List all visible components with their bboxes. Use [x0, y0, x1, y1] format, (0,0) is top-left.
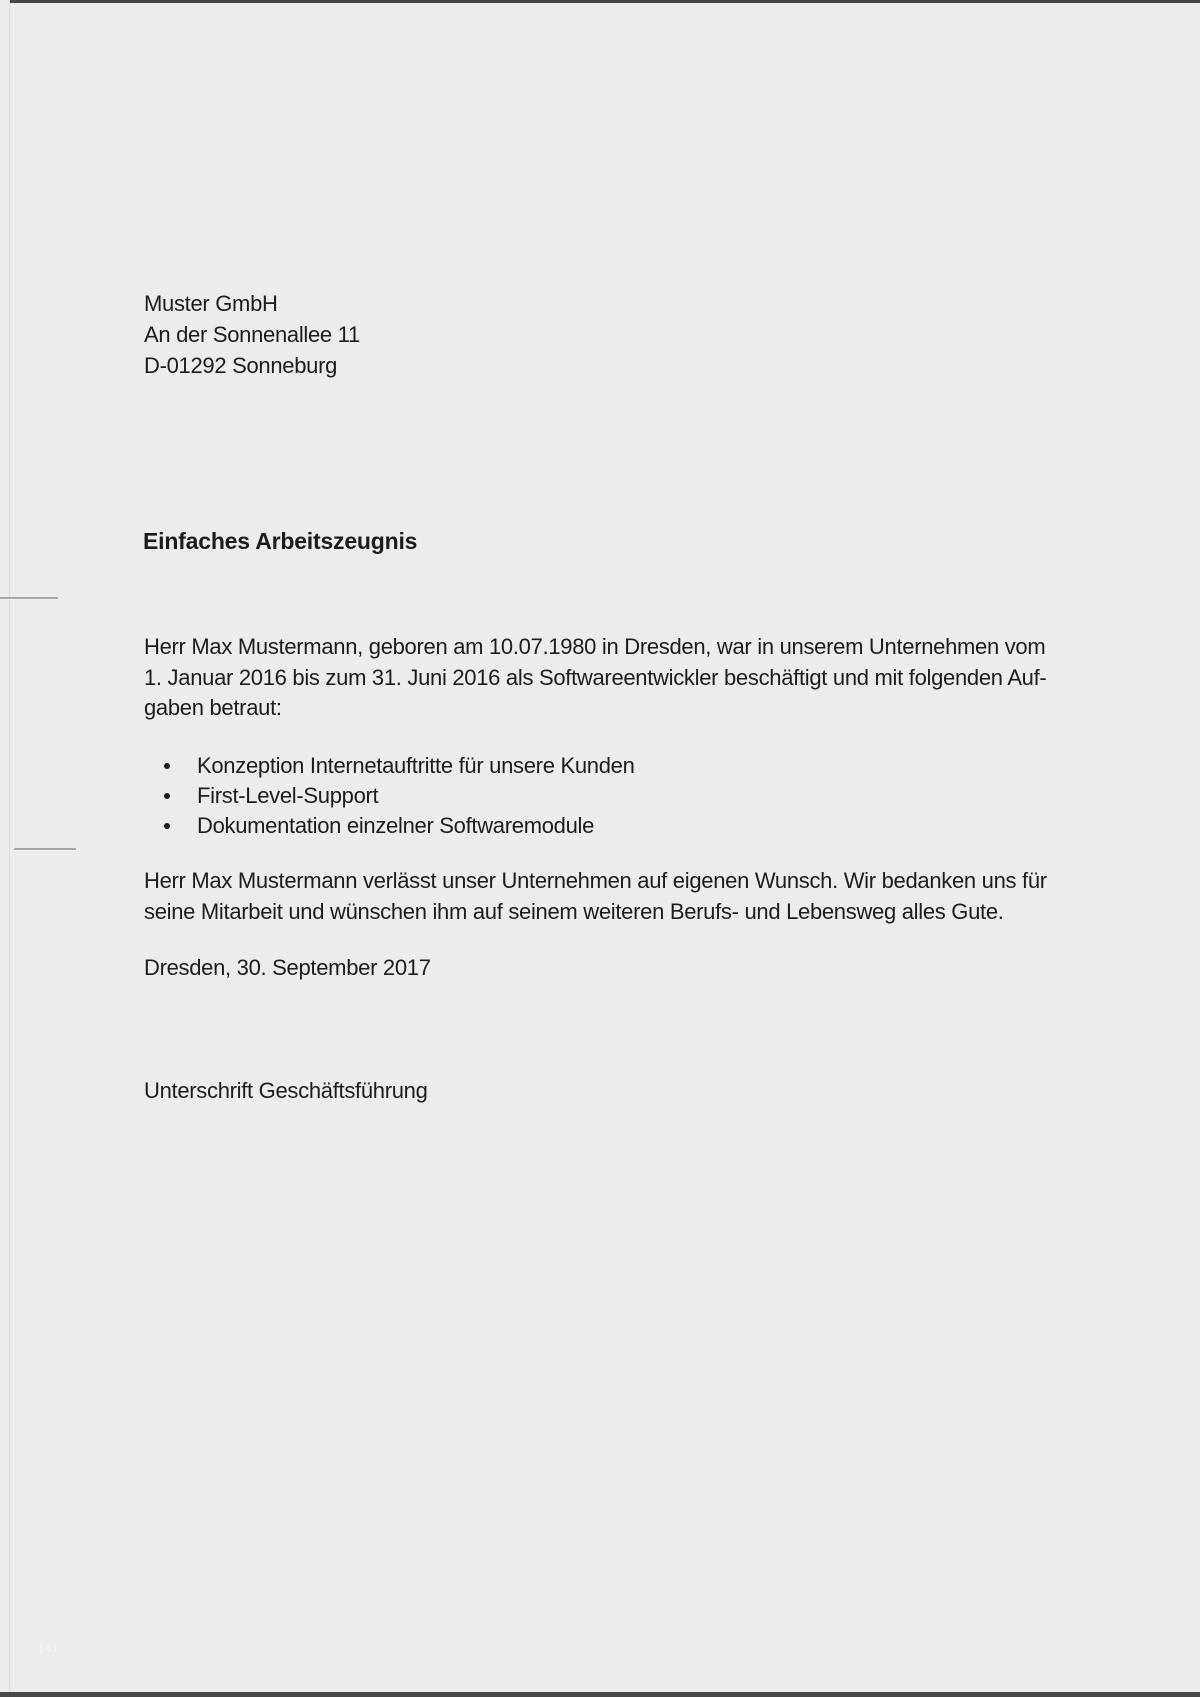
bullet-icon	[164, 793, 170, 799]
fold-mark-bottom	[14, 848, 76, 850]
page-left-edge-line	[9, 0, 10, 1697]
task-list-item	[164, 811, 635, 841]
closing-paragraph-line: Herr Max Mustermann verlässt unser Unternehmen auf eigenen Wunsch. Wir bedanken uns für	[144, 868, 1047, 893]
sender-street: An der Sonnenallee 11	[144, 322, 360, 347]
bullet-icon	[164, 823, 170, 829]
task-list-item	[164, 751, 635, 781]
task-list-item	[164, 781, 635, 811]
sender-address-block	[144, 288, 360, 381]
sender-company: Muster GmbH	[144, 291, 278, 316]
task-label: Konzeption Internetauftritte für unsere Kunden	[197, 753, 635, 778]
task-label: First-Level-Support	[197, 783, 379, 808]
task-list	[164, 751, 635, 841]
task-label: Dokumentation einzelner Softwaremodule	[197, 813, 595, 838]
closing-paragraph	[144, 866, 1047, 927]
letter-heading: Einfaches Arbeitszeugnis	[143, 528, 418, 554]
footer-watermark: 141	[38, 1643, 60, 1655]
intro-paragraph-line: Herr Max Mustermann, geboren am 10.07.1980 in Dresden, war in unserem Unternehmen vom	[144, 634, 1046, 659]
bullet-icon	[164, 763, 170, 769]
intro-paragraph-line: gaben betraut:	[144, 695, 282, 720]
signature-line: Unterschrift Geschäftsführung	[144, 1078, 428, 1103]
page-bottom-edge	[0, 1692, 1200, 1697]
sender-city: D-01292 Sonneburg	[144, 353, 338, 378]
closing-paragraph-line: seine Mitarbeit und wünschen ihm auf seinem weiteren Berufs- und Lebensweg alles Gute.	[144, 898, 1004, 924]
intro-paragraph	[144, 632, 1046, 724]
intro-paragraph-line: 1. Januar 2016 bis zum 31. Juni 2016 als Softwareentwickler beschäftigt und mit folgenden Auf-	[144, 664, 1047, 690]
fold-mark-top	[0, 597, 58, 599]
page-top-edge	[10, 0, 1200, 3]
date-line: Dresden, 30. September 2017	[144, 955, 431, 980]
